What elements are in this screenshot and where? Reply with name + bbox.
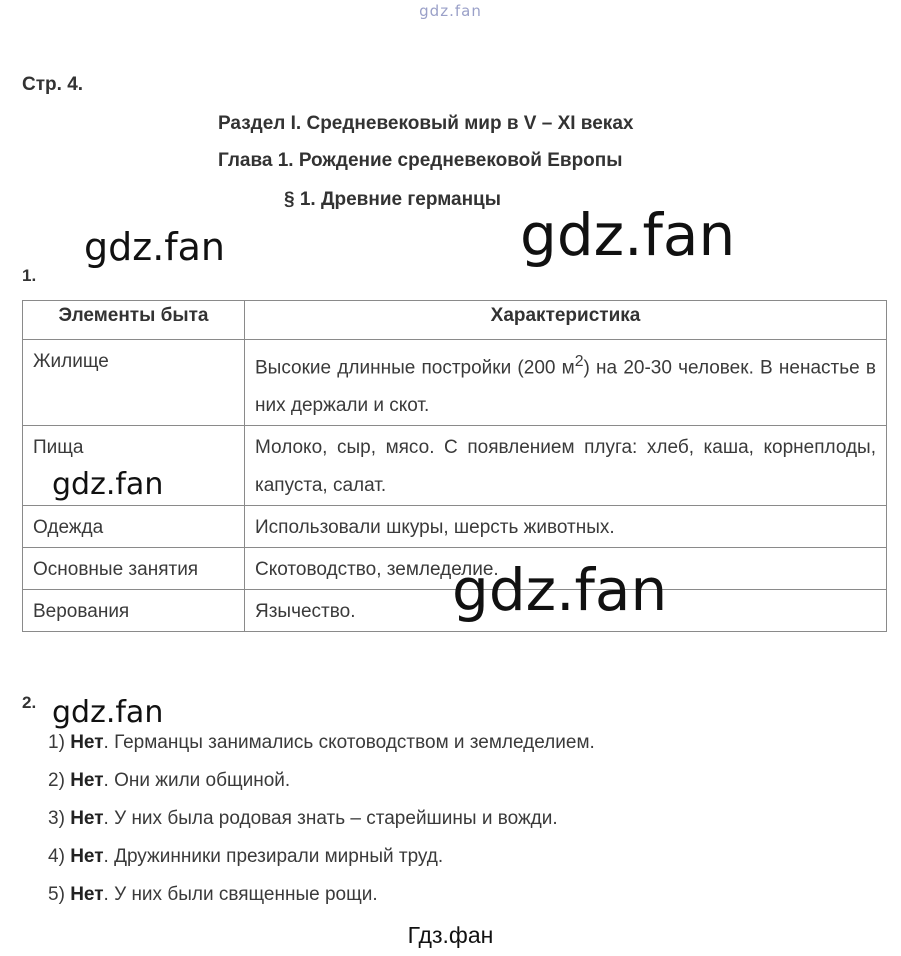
answer-number: 5) [48,884,65,905]
answer-verdict: Нет [70,732,104,753]
paragraph-heading: § 1. Древние германцы [284,189,501,210]
characteristic-text: Высокие длинные постройки (200 м [255,357,575,379]
characteristic-cell: Скотоводство, земледелие. [245,548,887,590]
superscript: 2 [574,353,584,370]
element-cell: Жилище [23,340,245,426]
answer-text: . Они жили общиной. [103,770,291,791]
list-item [48,842,595,880]
table-row [23,506,887,548]
element-cell: Верования [23,590,245,632]
column-header-elements: Элементы быта [23,301,245,340]
task-1-number: 1. [22,266,37,285]
answer-text: . У них была родовая знать – старейшины и вожди. [103,808,558,829]
list-item [48,728,595,766]
watermark: gdz.fan [52,695,164,730]
answer-number: 4) [48,846,65,867]
element-cell: Основные занятия [23,548,245,590]
watermark: gdz.fan [52,467,164,502]
answer-number: 3) [48,808,65,829]
answer-text: . У них были священные рощи. [103,884,378,905]
characteristic-cell: Молоко, сыр, мясо. С появлением плуга: хлеб, каша, корнеплоды, капуста, салат. [245,426,887,506]
answer-verdict: Нет [70,808,104,829]
table-header-row [23,301,887,340]
list-item [48,766,595,804]
characteristic-cell: Язычество. [245,590,887,632]
answer-verdict: Нет [70,770,104,791]
answer-text: . Дружинники презирали мирный труд. [103,846,444,867]
watermark: gdz.fan [84,225,226,269]
answer-verdict: Нет [70,884,104,905]
answer-number: 1) [48,732,65,753]
element-cell: Пища [23,426,245,506]
task-2-number: 2. [22,693,37,712]
characteristic-cell [245,340,887,426]
watermark: gdz.fan [452,556,668,624]
column-header-characteristic: Характеристика [245,301,887,340]
top-watermark: gdz.fan [419,2,482,20]
answers-list [48,728,595,918]
answer-verdict: Нет [70,846,104,867]
characteristic-text-cont: ) на 20-30 человек. В ненастье в них держали и скот. [255,357,876,417]
characteristic-cell: Использовали шкуры, шерсть животных. [245,506,887,548]
answer-number: 2) [48,770,65,791]
watermark: gdz.fan [520,201,736,269]
element-cell: Одежда [23,506,245,548]
page-label: Стр. 4. [22,74,84,95]
footer-watermark: Гдз.фан [407,922,494,948]
answer-text: . Германцы занимались скотоводством и земледелием. [103,732,595,753]
list-item [48,804,595,842]
chapter-heading: Глава 1. Рождение средневековой Европы [218,150,623,171]
list-item [48,880,595,918]
table-row [23,340,887,426]
section-heading: Раздел I. Средневековый мир в V – XI веках [218,113,634,134]
